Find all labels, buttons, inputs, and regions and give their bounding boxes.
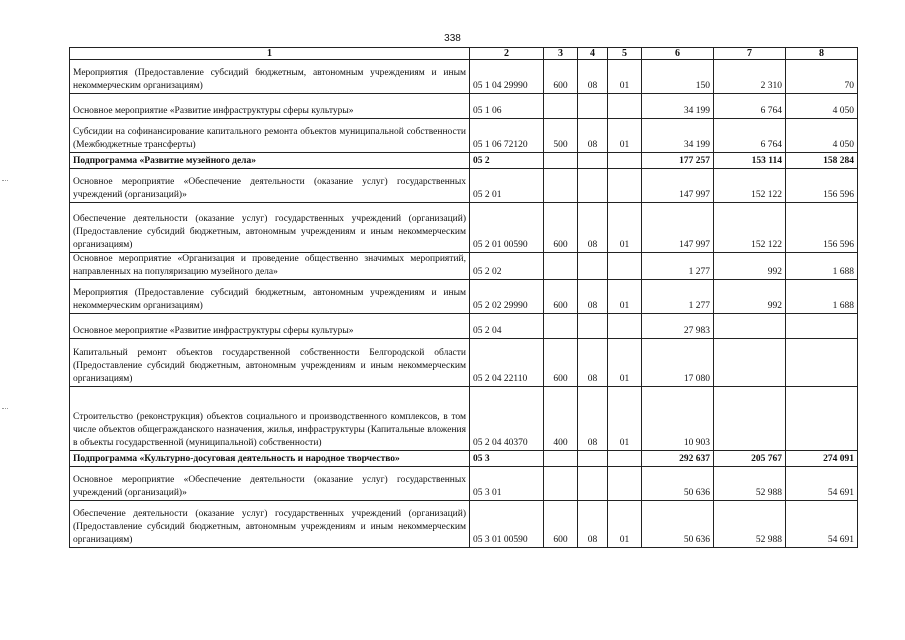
- column-header: 5: [608, 48, 642, 60]
- row-value-cell: 50 636: [642, 501, 714, 548]
- row-section-cell: 08: [578, 387, 608, 451]
- row-name-cell: Основное мероприятие «Организация и проведение общественно значимых мероприятий, направленных на популяризацию музейного дела»: [70, 253, 470, 280]
- row-section-cell: [578, 94, 608, 119]
- row-value-cell: 17 080: [642, 339, 714, 387]
- row-section-cell: 08: [578, 339, 608, 387]
- table-row: [70, 203, 858, 253]
- row-name-cell: Мероприятия (Предоставление субсидий бюджетным, автономным учреждениям и иным некоммерческим организациям): [70, 60, 470, 94]
- row-value-cell: 992: [714, 253, 786, 280]
- row-value-cell: 6 764: [714, 119, 786, 153]
- row-vr-cell: 600: [544, 203, 578, 253]
- table-row: [70, 153, 858, 169]
- row-name-cell: Подпрограмма «Культурно-досуговая деятельность и народное творчество»: [70, 451, 470, 467]
- row-value-cell: 10 903: [642, 387, 714, 451]
- row-name-cell: Подпрограмма «Развитие музейного дела»: [70, 153, 470, 169]
- row-section-cell: [578, 314, 608, 339]
- scan-mark: [2, 180, 8, 181]
- row-code-cell: 05 2 01 00590: [470, 203, 544, 253]
- table-row: [70, 339, 858, 387]
- row-value-cell: 52 988: [714, 467, 786, 501]
- row-vr-cell: 600: [544, 60, 578, 94]
- row-value-cell: 158 284: [786, 153, 858, 169]
- row-code-cell: 05 2 02 29990: [470, 280, 544, 314]
- row-code-cell: 05 2: [470, 153, 544, 169]
- row-value-cell: 34 199: [642, 94, 714, 119]
- column-header: 2: [470, 48, 544, 60]
- row-code-cell: 05 2 01: [470, 169, 544, 203]
- table-row: [70, 169, 858, 203]
- row-vr-cell: [544, 451, 578, 467]
- row-subsection-cell: 01: [608, 339, 642, 387]
- row-value-cell: 156 596: [786, 203, 858, 253]
- row-subsection-cell: [608, 94, 642, 119]
- row-subsection-cell: [608, 314, 642, 339]
- row-value-cell: 147 997: [642, 169, 714, 203]
- column-header: 7: [714, 48, 786, 60]
- table-header-row: [70, 48, 858, 60]
- row-value-cell: 156 596: [786, 169, 858, 203]
- row-vr-cell: [544, 314, 578, 339]
- row-name-cell: Субсидии на софинансирование капитального ремонта объектов муниципальной собственности (Межбюджетные трансферты): [70, 119, 470, 153]
- row-name-cell: Мероприятия (Предоставление субсидий бюджетным, автономным учреждениям и иным некоммерческим организациям): [70, 280, 470, 314]
- table-row: [70, 119, 858, 153]
- row-section-cell: 08: [578, 60, 608, 94]
- row-subsection-cell: 01: [608, 203, 642, 253]
- row-value-cell: 205 767: [714, 451, 786, 467]
- row-vr-cell: [544, 169, 578, 203]
- scan-mark: [2, 408, 8, 409]
- row-value-cell: 6 764: [714, 94, 786, 119]
- column-header: 3: [544, 48, 578, 60]
- row-code-cell: 05 2 04 40370: [470, 387, 544, 451]
- row-value-cell: 2 310: [714, 60, 786, 94]
- row-value-cell: 1 688: [786, 280, 858, 314]
- table-row: [70, 253, 858, 280]
- row-subsection-cell: 01: [608, 280, 642, 314]
- column-header: 6: [642, 48, 714, 60]
- row-value-cell: 52 988: [714, 501, 786, 548]
- column-header: 4: [578, 48, 608, 60]
- row-value-cell: 4 050: [786, 94, 858, 119]
- row-vr-cell: [544, 153, 578, 169]
- row-name-cell: Обеспечение деятельности (оказание услуг) государственных учреждений (организаций) (Предоставление субсидий бюджетным, автономным учреждениям и иным некоммерческим организациям): [70, 203, 470, 253]
- row-value-cell: 177 257: [642, 153, 714, 169]
- row-value-cell: [714, 339, 786, 387]
- row-vr-cell: 500: [544, 119, 578, 153]
- row-value-cell: [714, 387, 786, 451]
- row-section-cell: [578, 467, 608, 501]
- row-name-cell: Строительство (реконструкция) объектов социального и производственного комплексов, в том числе объектов общегражданского назначения, жилья, инфраструктуры (Капитальные вложения в объекты государственной (муниципальной) собственности): [70, 387, 470, 451]
- row-subsection-cell: [608, 253, 642, 280]
- row-value-cell: 153 114: [714, 153, 786, 169]
- row-name-cell: Капитальный ремонт объектов государственной собственности Белгородской области (Предоставление субсидий бюджетным, автономным учреждениям и иным некоммерческим организациям): [70, 339, 470, 387]
- row-vr-cell: 600: [544, 280, 578, 314]
- row-vr-cell: [544, 94, 578, 119]
- row-subsection-cell: 01: [608, 119, 642, 153]
- row-section-cell: [578, 169, 608, 203]
- table-row: [70, 94, 858, 119]
- row-section-cell: 08: [578, 280, 608, 314]
- row-subsection-cell: [608, 467, 642, 501]
- row-section-cell: [578, 153, 608, 169]
- row-value-cell: [786, 314, 858, 339]
- table-row: [70, 314, 858, 339]
- row-value-cell: [786, 339, 858, 387]
- row-name-cell: Обеспечение деятельности (оказание услуг) государственных учреждений (организаций) (Предоставление субсидий бюджетным, автономным учреждениям и иным некоммерческим организациям): [70, 501, 470, 548]
- column-header: 1: [70, 48, 470, 60]
- row-subsection-cell: [608, 153, 642, 169]
- budget-table: [69, 47, 858, 548]
- row-value-cell: [786, 387, 858, 451]
- row-section-cell: 08: [578, 119, 608, 153]
- row-vr-cell: 600: [544, 501, 578, 548]
- row-section-cell: [578, 451, 608, 467]
- table-row: [70, 451, 858, 467]
- row-value-cell: 274 091: [786, 451, 858, 467]
- row-vr-cell: 400: [544, 387, 578, 451]
- row-code-cell: 05 1 06 72120: [470, 119, 544, 153]
- row-code-cell: 05 2 04: [470, 314, 544, 339]
- row-name-cell: Основное мероприятие «Обеспечение деятельности (оказание услуг) государственных учреждений (организаций)»: [70, 467, 470, 501]
- row-vr-cell: [544, 467, 578, 501]
- row-code-cell: 05 1 06: [470, 94, 544, 119]
- row-value-cell: 1 277: [642, 280, 714, 314]
- row-subsection-cell: 01: [608, 60, 642, 94]
- row-value-cell: 54 691: [786, 501, 858, 548]
- table-row: [70, 280, 858, 314]
- row-section-cell: 08: [578, 501, 608, 548]
- table-body: [70, 60, 858, 548]
- table-row: [70, 501, 858, 548]
- row-subsection-cell: [608, 169, 642, 203]
- row-section-cell: [578, 253, 608, 280]
- row-subsection-cell: 01: [608, 387, 642, 451]
- row-value-cell: 4 050: [786, 119, 858, 153]
- row-subsection-cell: 01: [608, 501, 642, 548]
- row-subsection-cell: [608, 451, 642, 467]
- row-value-cell: 152 122: [714, 203, 786, 253]
- page-number: 338: [444, 33, 461, 44]
- table-row: [70, 467, 858, 501]
- row-code-cell: 05 3 01 00590: [470, 501, 544, 548]
- row-value-cell: 152 122: [714, 169, 786, 203]
- row-value-cell: 70: [786, 60, 858, 94]
- row-value-cell: 34 199: [642, 119, 714, 153]
- row-vr-cell: 600: [544, 339, 578, 387]
- row-value-cell: 27 983: [642, 314, 714, 339]
- row-code-cell: 05 3 01: [470, 467, 544, 501]
- table-row: [70, 387, 858, 451]
- row-code-cell: 05 1 04 29990: [470, 60, 544, 94]
- row-code-cell: 05 3: [470, 451, 544, 467]
- row-section-cell: 08: [578, 203, 608, 253]
- column-header: 8: [786, 48, 858, 60]
- row-vr-cell: [544, 253, 578, 280]
- row-value-cell: 54 691: [786, 467, 858, 501]
- row-value-cell: 292 637: [642, 451, 714, 467]
- row-name-cell: Основное мероприятие «Развитие инфраструктуры сферы культуры»: [70, 94, 470, 119]
- row-name-cell: Основное мероприятие «Развитие инфраструктуры сферы культуры»: [70, 314, 470, 339]
- row-value-cell: 50 636: [642, 467, 714, 501]
- table-row: [70, 60, 858, 94]
- row-value-cell: 1 688: [786, 253, 858, 280]
- row-value-cell: [714, 314, 786, 339]
- row-value-cell: 150: [642, 60, 714, 94]
- row-value-cell: 1 277: [642, 253, 714, 280]
- row-value-cell: 992: [714, 280, 786, 314]
- row-name-cell: Основное мероприятие «Обеспечение деятельности (оказание услуг) государственных учреждений (организаций)»: [70, 169, 470, 203]
- row-code-cell: 05 2 02: [470, 253, 544, 280]
- row-value-cell: 147 997: [642, 203, 714, 253]
- row-code-cell: 05 2 04 22110: [470, 339, 544, 387]
